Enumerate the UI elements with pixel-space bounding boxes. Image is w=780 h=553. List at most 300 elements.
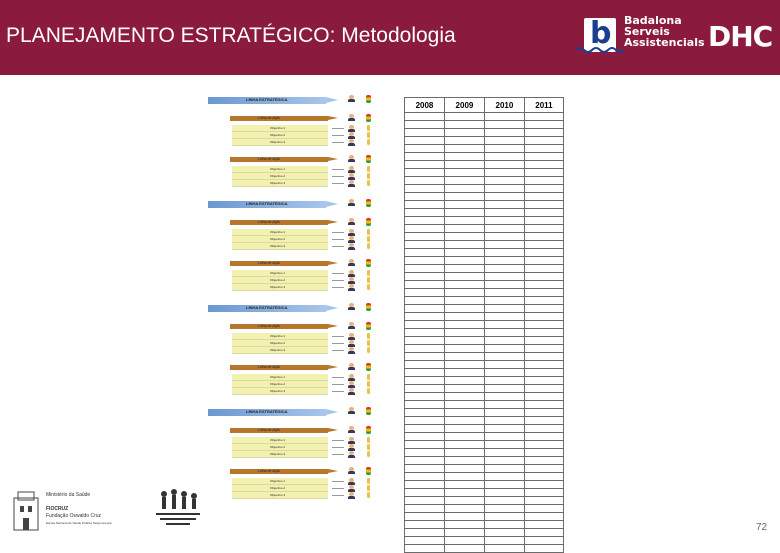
status-marker — [367, 437, 370, 443]
table-cell — [405, 409, 445, 417]
person-body — [348, 307, 355, 310]
table-cell — [524, 177, 563, 185]
table-cell — [524, 361, 563, 369]
person-icon — [348, 322, 355, 329]
table-row — [405, 329, 564, 337]
table-cell — [444, 473, 484, 481]
person-icon — [348, 444, 355, 451]
table-cell — [484, 129, 524, 137]
table-cell — [405, 265, 445, 273]
person-body — [348, 392, 355, 395]
table-cell — [444, 137, 484, 145]
diagram-label: Objectivo 2 — [270, 341, 286, 345]
traffic-light-icon — [366, 363, 371, 371]
table-cell — [524, 385, 563, 393]
table-cell — [484, 161, 524, 169]
table-cell — [444, 161, 484, 169]
status-marker — [367, 166, 370, 172]
diagram-label: Objectivo 2 — [270, 445, 286, 449]
diagram-label: Objectivo 1 — [270, 126, 286, 130]
table-cell — [405, 393, 445, 401]
table-row — [405, 177, 564, 185]
table-cell — [405, 321, 445, 329]
status-marker — [367, 333, 370, 339]
objective-row — [232, 284, 328, 291]
table-cell — [444, 521, 484, 529]
diagram-label: Objectivo 2 — [270, 174, 286, 178]
table-cell — [444, 169, 484, 177]
table-row — [405, 481, 564, 489]
table-cell — [484, 529, 524, 537]
person-body — [348, 159, 355, 162]
table-row — [405, 441, 564, 449]
table-row — [405, 113, 564, 121]
table-cell — [484, 545, 524, 553]
person-icon — [348, 139, 355, 146]
table-cell — [405, 457, 445, 465]
table-cell — [405, 401, 445, 409]
table-row — [405, 281, 564, 289]
person-icon — [348, 374, 355, 381]
table-cell — [484, 297, 524, 305]
table-cell — [444, 321, 484, 329]
table-cell — [444, 505, 484, 513]
person-body — [348, 203, 355, 206]
person-icon — [348, 303, 355, 310]
table-cell — [444, 289, 484, 297]
table-cell — [524, 257, 563, 265]
table-cell — [524, 305, 563, 313]
person-icon — [348, 236, 355, 243]
table-cell — [405, 305, 445, 313]
table-cell — [444, 129, 484, 137]
table-cell — [444, 313, 484, 321]
diagram-label: Objectivo 3 — [270, 244, 286, 248]
traffic-light-icon — [366, 467, 371, 475]
table-row — [405, 409, 564, 417]
objective-row — [232, 243, 328, 250]
action-line-band — [230, 428, 328, 433]
diagram-label: Objectivo 3 — [270, 452, 286, 456]
diagram-label: Objectivo 2 — [270, 237, 286, 241]
connector-line — [332, 440, 344, 441]
table-cell — [484, 537, 524, 545]
person-icon — [348, 173, 355, 180]
table-cell — [484, 121, 524, 129]
table-cell — [484, 433, 524, 441]
objective-row — [232, 173, 328, 180]
table-cell — [524, 297, 563, 305]
table-cell — [444, 377, 484, 385]
status-marker — [367, 180, 370, 186]
table-row — [405, 145, 564, 153]
diagram-label: Objectivo 3 — [270, 181, 286, 185]
table-cell — [444, 425, 484, 433]
person-icon — [348, 451, 355, 458]
school-text: Escola Nacional de Saúde Pública Sergio Arouca — [46, 521, 112, 525]
person-icon — [348, 155, 355, 162]
connector-line — [332, 246, 344, 247]
connector-line — [332, 273, 344, 274]
table-row — [405, 545, 564, 553]
connector-line — [332, 287, 344, 288]
traffic-light-icon — [366, 155, 371, 163]
table-cell — [444, 273, 484, 281]
connector-line — [332, 377, 344, 378]
table-cell — [524, 337, 563, 345]
table-cell — [444, 209, 484, 217]
table-cell — [524, 345, 563, 353]
table-cell — [524, 129, 563, 137]
table-cell — [444, 417, 484, 425]
table-cell — [444, 513, 484, 521]
table-cell — [524, 241, 563, 249]
table-cell — [444, 529, 484, 537]
status-marker — [367, 277, 370, 283]
wave-icon — [576, 44, 624, 54]
table-cell — [405, 137, 445, 145]
connector-line — [332, 128, 344, 129]
table-row — [405, 121, 564, 129]
table-cell — [405, 289, 445, 297]
table-cell — [524, 545, 563, 553]
table-cell — [484, 337, 524, 345]
header-bar — [0, 0, 780, 75]
diagram-label: Linha de Ação — [258, 220, 281, 224]
table-row — [405, 129, 564, 137]
traffic-light-icon — [366, 259, 371, 267]
table-cell — [484, 489, 524, 497]
table-cell — [405, 361, 445, 369]
table-cell — [524, 521, 563, 529]
table-cell — [484, 281, 524, 289]
diagram-label: Linha de Ação — [258, 428, 281, 432]
table-cell — [444, 441, 484, 449]
table-cell — [405, 385, 445, 393]
connector-line — [332, 183, 344, 184]
table-cell — [405, 153, 445, 161]
table-row — [405, 369, 564, 377]
table-cell — [405, 465, 445, 473]
objective-row — [232, 277, 328, 284]
person-icon — [348, 347, 355, 354]
connector-line — [332, 447, 344, 448]
table-row — [405, 233, 564, 241]
person-body — [348, 247, 355, 250]
table-cell — [484, 441, 524, 449]
page-number: 72 — [756, 522, 768, 533]
table-cell — [484, 449, 524, 457]
strategic-line-band — [208, 305, 326, 312]
table-cell — [444, 145, 484, 153]
traffic-light-icon — [366, 426, 371, 434]
table-cell — [405, 297, 445, 305]
person-icon — [348, 229, 355, 236]
table-cell — [484, 369, 524, 377]
table-row — [405, 209, 564, 217]
connector-line — [332, 391, 344, 392]
person-icon — [348, 437, 355, 444]
table-cell — [444, 257, 484, 265]
table-cell — [444, 337, 484, 345]
table-cell — [524, 497, 563, 505]
table-cell — [524, 489, 563, 497]
table-cell — [444, 457, 484, 465]
table-row — [405, 137, 564, 145]
person-body — [348, 118, 355, 121]
logo-letter: b — [590, 16, 612, 51]
table-cell — [405, 489, 445, 497]
table-header-row — [405, 98, 564, 113]
table-cell — [405, 521, 445, 529]
table-cell — [405, 545, 445, 553]
table-cell — [405, 481, 445, 489]
strategic-line-band — [208, 201, 326, 208]
objective-row — [232, 492, 328, 499]
table-row — [405, 225, 564, 233]
table-row — [405, 361, 564, 369]
person-body — [348, 222, 355, 225]
table-cell — [444, 433, 484, 441]
diagram-label: Objectivo 2 — [270, 486, 286, 490]
diagram-label: Objectivo 1 — [270, 375, 286, 379]
table-row — [405, 353, 564, 361]
person-icon — [348, 95, 355, 102]
table-cell — [444, 545, 484, 553]
table-cell — [405, 473, 445, 481]
table-cell — [524, 425, 563, 433]
person-body — [348, 496, 355, 499]
table-cell — [444, 329, 484, 337]
connector-line — [332, 142, 344, 143]
table-row — [405, 529, 564, 537]
connector-line — [332, 232, 344, 233]
person-body — [348, 288, 355, 291]
table-cell — [405, 449, 445, 457]
fiocruz-text: FIOCRUZ — [46, 506, 69, 512]
table-cell — [524, 505, 563, 513]
table-cell — [405, 425, 445, 433]
table-row — [405, 385, 564, 393]
diagram-label: Objectivo 3 — [270, 389, 286, 393]
person-body — [348, 411, 355, 414]
table-row — [405, 473, 564, 481]
objective-row — [232, 125, 328, 132]
bsa-line: Assistencials — [624, 36, 705, 49]
connector-line — [332, 135, 344, 136]
table-cell — [524, 169, 563, 177]
table-cell — [405, 497, 445, 505]
connector-line — [332, 488, 344, 489]
table-cell — [405, 169, 445, 177]
objective-row — [232, 166, 328, 173]
objective-row — [232, 270, 328, 277]
diagram-label: LINHA ESTRATÉGICA — [246, 409, 288, 414]
diagram-label: LINHA ESTRATÉGICA — [246, 97, 288, 102]
year-header: 2011 — [524, 98, 563, 113]
diagram-label: Objectivo 2 — [270, 382, 286, 386]
person-icon — [348, 492, 355, 499]
table-cell — [524, 113, 563, 121]
table-cell — [405, 225, 445, 233]
table-cell — [524, 265, 563, 273]
foundation-text: Fundação Oswaldo Cruz — [46, 513, 102, 519]
diagram-label: Linha de Ação — [258, 157, 281, 161]
table-cell — [484, 329, 524, 337]
table-cell — [524, 137, 563, 145]
diagram-label: Linha de Ação — [258, 469, 281, 473]
connector-line — [332, 481, 344, 482]
bsa-logo-text — [624, 15, 705, 48]
status-marker — [367, 347, 370, 353]
connector-line — [332, 384, 344, 385]
connector-line — [332, 169, 344, 170]
person-body — [348, 455, 355, 458]
traffic-light-icon — [366, 95, 371, 103]
table-cell — [405, 201, 445, 209]
table-cell — [524, 233, 563, 241]
table-cell — [524, 217, 563, 225]
person-icon — [348, 284, 355, 291]
status-marker — [367, 270, 370, 276]
person-body — [348, 263, 355, 266]
table-cell — [405, 233, 445, 241]
table-cell — [484, 313, 524, 321]
table-cell — [444, 249, 484, 257]
table-cell — [524, 201, 563, 209]
table-cell — [405, 193, 445, 201]
diagram-label: Objectivo 3 — [270, 493, 286, 497]
objective-row — [232, 451, 328, 458]
objective-row — [232, 333, 328, 340]
status-marker — [367, 492, 370, 498]
table-cell — [524, 441, 563, 449]
table-cell — [444, 265, 484, 273]
table-cell — [484, 185, 524, 193]
person-icon — [348, 125, 355, 132]
status-marker — [367, 451, 370, 457]
table-row — [405, 465, 564, 473]
table-row — [405, 313, 564, 321]
table-cell — [405, 417, 445, 425]
table-cell — [405, 329, 445, 337]
diagram-label: LINHA ESTRATÉGICA — [246, 201, 288, 206]
table-cell — [524, 409, 563, 417]
table-cell — [405, 113, 445, 121]
diagram-label: Linha de Ação — [258, 324, 281, 328]
connector-line — [332, 350, 344, 351]
diagram-label: Objectivo 3 — [270, 285, 286, 289]
table-row — [405, 537, 564, 545]
table-cell — [524, 289, 563, 297]
table-cell — [484, 305, 524, 313]
table-cell — [484, 137, 524, 145]
table-cell — [484, 425, 524, 433]
diagram-label: Objectivo 1 — [270, 479, 286, 483]
action-line-band — [230, 261, 328, 266]
objective-row — [232, 478, 328, 485]
table-cell — [524, 457, 563, 465]
diagram-label: Objectivo 2 — [270, 278, 286, 282]
table-cell — [484, 385, 524, 393]
traffic-light-icon — [366, 303, 371, 311]
table-cell — [444, 185, 484, 193]
traffic-light-icon — [366, 322, 371, 330]
table-cell — [444, 369, 484, 377]
year-header: 2009 — [444, 98, 484, 113]
person-icon — [348, 270, 355, 277]
status-marker — [367, 485, 370, 491]
person-icon — [348, 478, 355, 485]
table-row — [405, 401, 564, 409]
person-icon — [348, 340, 355, 347]
status-marker — [367, 284, 370, 290]
table-cell — [524, 481, 563, 489]
objective-row — [232, 180, 328, 187]
table-row — [405, 321, 564, 329]
table-cell — [405, 369, 445, 377]
person-icon — [348, 426, 355, 433]
person-icon — [348, 485, 355, 492]
table-cell — [405, 505, 445, 513]
person-icon — [348, 132, 355, 139]
table-cell — [524, 433, 563, 441]
table-cell — [524, 225, 563, 233]
objective-row — [232, 132, 328, 139]
traffic-light-icon — [366, 199, 371, 207]
table-row — [405, 169, 564, 177]
table-cell — [405, 337, 445, 345]
table-cell — [405, 313, 445, 321]
table-row — [405, 513, 564, 521]
diagram-label: Objectivo 1 — [270, 438, 286, 442]
table-cell — [524, 161, 563, 169]
status-marker — [367, 381, 370, 387]
table-row — [405, 521, 564, 529]
person-body — [348, 184, 355, 187]
table-cell — [444, 281, 484, 289]
action-line-band — [230, 365, 328, 370]
table-cell — [524, 281, 563, 289]
table-row — [405, 217, 564, 225]
table-cell — [524, 465, 563, 473]
action-line-band — [230, 469, 328, 474]
table-cell — [405, 161, 445, 169]
year-header: 2008 — [405, 98, 445, 113]
table-cell — [524, 313, 563, 321]
table-cell — [444, 177, 484, 185]
traffic-light-icon — [366, 218, 371, 226]
year-header: 2010 — [484, 98, 524, 113]
objective-row — [232, 381, 328, 388]
person-icon — [348, 363, 355, 370]
table-row — [405, 201, 564, 209]
table-cell — [484, 217, 524, 225]
table-cell — [444, 361, 484, 369]
table-cell — [484, 393, 524, 401]
action-line-band — [230, 324, 328, 329]
person-body — [348, 430, 355, 433]
table-cell — [444, 353, 484, 361]
table-row — [405, 289, 564, 297]
table-row — [405, 497, 564, 505]
table-cell — [484, 209, 524, 217]
table-cell — [405, 249, 445, 257]
table-cell — [444, 345, 484, 353]
table-cell — [405, 209, 445, 217]
table-cell — [444, 497, 484, 505]
person-icon — [348, 114, 355, 121]
